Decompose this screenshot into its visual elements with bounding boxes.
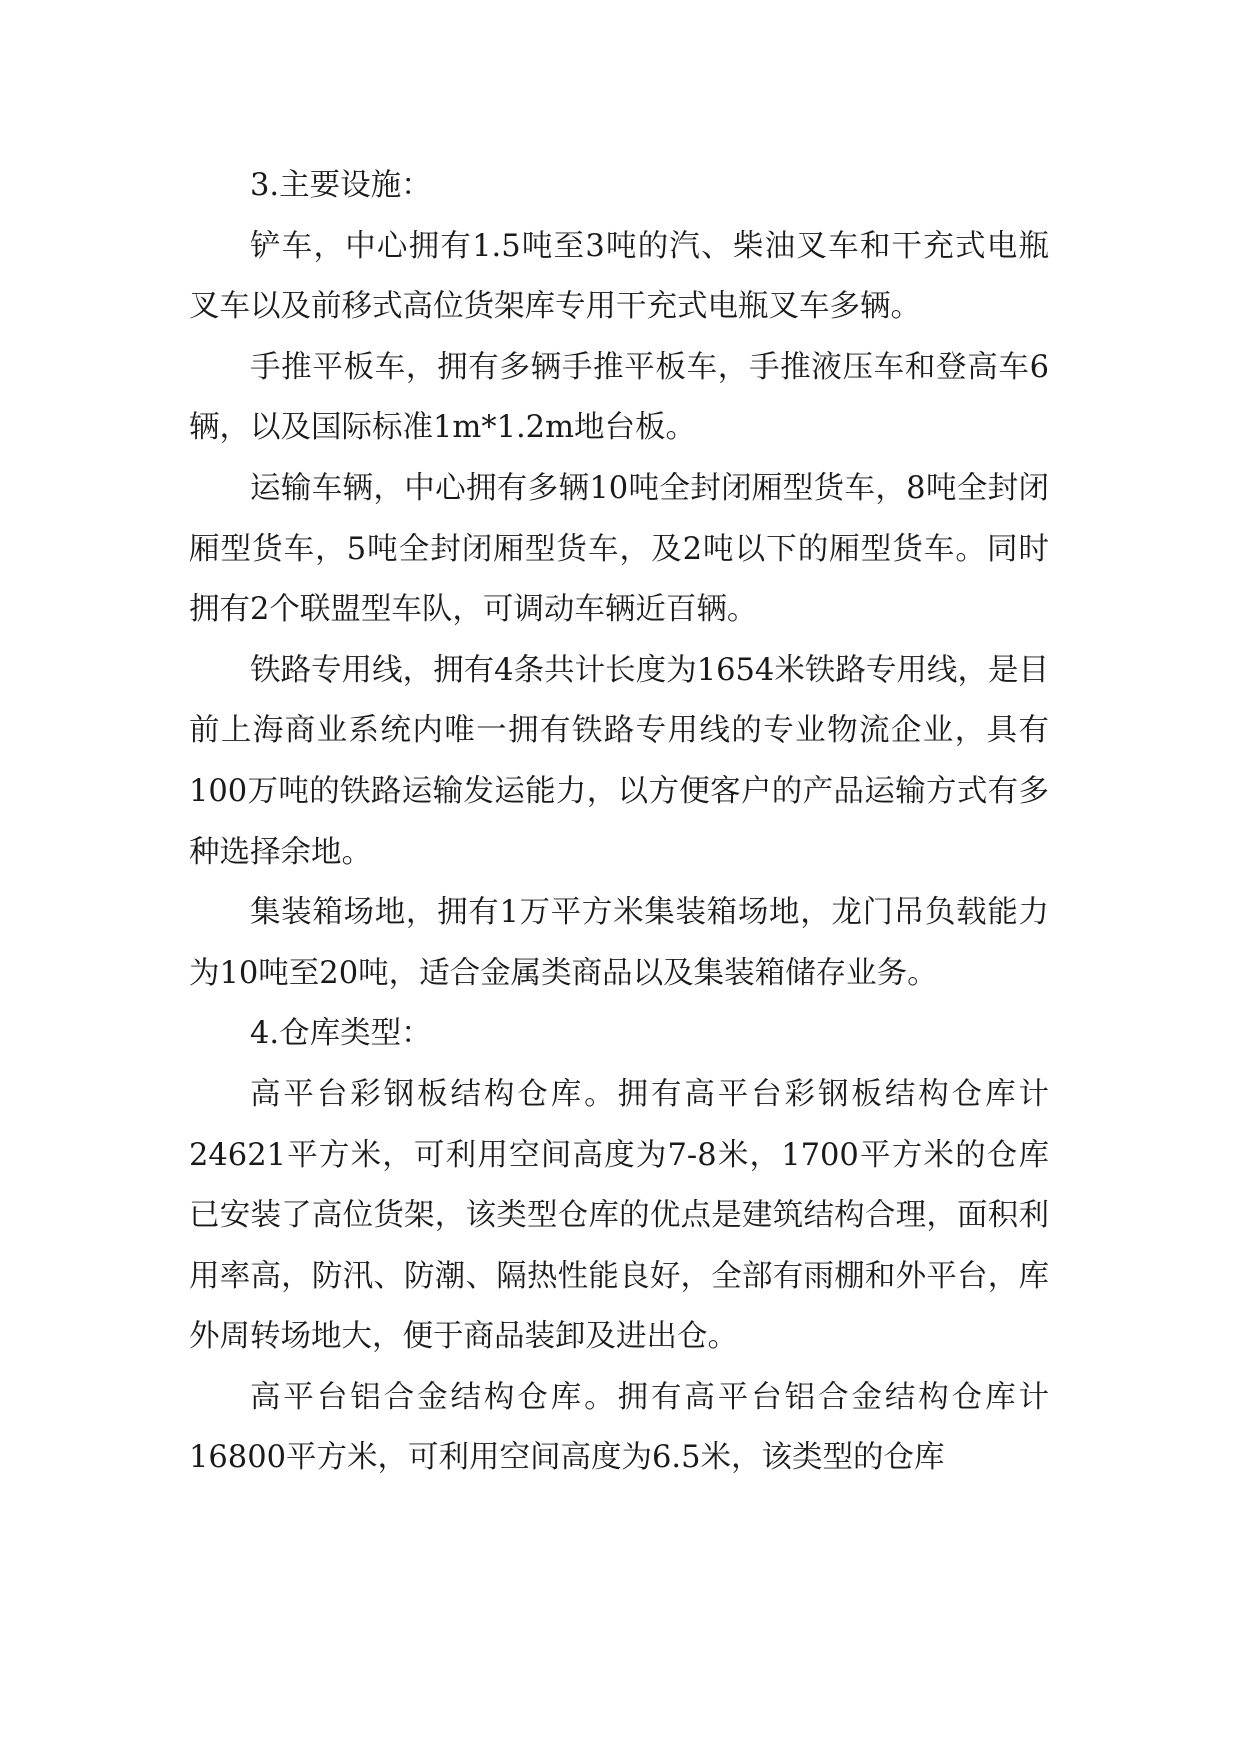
paragraph-transport-vehicles: 运输车辆，中心拥有多辆10吨全封闭厢型货车，8吨全封闭厢型货车，5吨全封闭厢型货车，及2吨以下的厢型货车。同时拥有2个联盟型车队，可调动车辆近百辆。	[189, 470, 1049, 628]
body-text	[189, 156, 1049, 1489]
section-heading-facilities: 3.主要设施：	[250, 168, 432, 203]
paragraph-aluminum-warehouse: 高平台铝合金结构仓库。拥有高平台铝合金结构仓库计16800平方米，可利用空间高度为6.5米，该类型的仓库	[189, 1379, 1049, 1476]
paragraph-railway-line: 铁路专用线，拥有4条共计长度为1654米铁路专用线，是目前上海商业系统内唯一拥有铁路专用线的专业物流企业，具有100万吨的铁路运输发运能力，以方便客户的产品运输方式有多种选择余地。	[189, 652, 1049, 870]
paragraph-container-yard: 集装箱场地，拥有1万平方米集装箱场地，龙门吊负载能力为10吨至20吨，适合金属类商品以及集装箱储存业务。	[189, 895, 1049, 991]
section-heading-warehouse-types: 4.仓库类型：	[250, 1016, 432, 1052]
paragraph-handcarts: 手推平板车，拥有多辆手推平板车，手推液压车和登高车6辆，以及国际标准1m*1.2m地台板。	[189, 349, 1049, 446]
paragraph-forklifts: 铲车，中心拥有1.5吨至3吨的汽、柴油叉车和干充式电瓶叉车以及前移式高位货架库专用干充式电瓶叉车多辆。	[189, 228, 1049, 325]
paragraph-steel-warehouse: 高平台彩钢板结构仓库。拥有高平台彩钢板结构仓库计24621平方米，可利用空间高度为7-8米，1700平方米的仓库已安装了高位货架，该类型仓库的优点是建筑结构合理，面积利用率高，防汛、防潮、隔热性能良好，全部有雨棚和外平台，库外周转场地大，便于商品装卸及进出仓。	[189, 1076, 1049, 1355]
